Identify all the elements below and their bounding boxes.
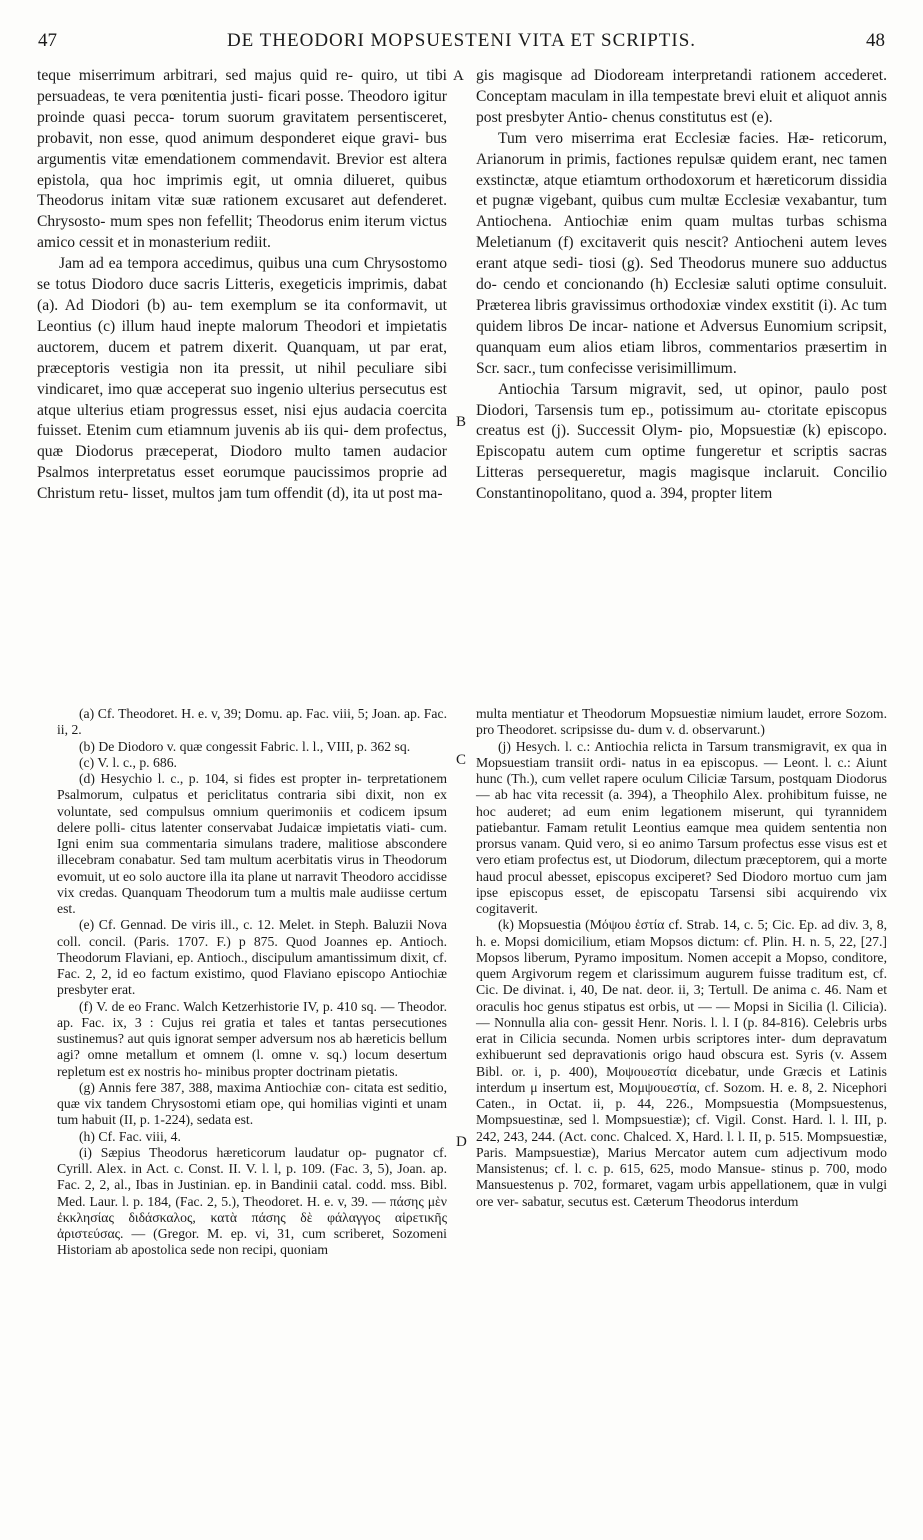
body-paragraph: gis magisque ad Diodoream interpretandi rationem accederet. Conceptam maculam in illa tempestate brevi eluit et aliquot annis post presbyter Antio- chenus constitutus est (e). [476, 67, 887, 126]
footnote-d: (d) Hesychio l. c., p. 104, si fides est propter in- terpretationem Psalmorum, culpatus et periclitatus contraria sibi dixit, non ex voluntate, sed compulsus omnium querimoniis et codicem ipsum delere polli- citus latenter conservabat Judaicæ impietatis viati- cum. Igni enim sua commentaria simulans tradere, malitiose abscondere illecebram conabatur. Sed tam multum acerbitatis virus in Theodorum evomuit, ut eo solo auctore illa ita plane ut narravit Theodoro accidisse vix credas. Quanquam Theodorum tum a multis male audiisse certum est. [57, 771, 447, 916]
footnote-g: (g) Annis fere 387, 388, maxima Antiochiæ con- citata est seditio, quæ vix tandem Chrysostomi etiam ope, qui homilias viginti et unam tum habuit (II, p. 1-224), sedata est. [57, 1079, 447, 1128]
body-column-left [37, 66, 447, 505]
page-number-right: 48 [866, 30, 885, 51]
footnote-a: (a) Cf. Theodoret. H. e. v, 39; Domu. ap. Fac. viii, 5; Joan. ap. Fac. ii, 2. [57, 706, 447, 738]
running-title: DE THEODORI MOPSUESTENI VITA ET SCRIPTIS. [226, 30, 697, 51]
body-paragraph: Tum vero miserrima erat Ecclesiæ facies. Hæ- reticorum, Arianorum in primis, factiones repulsæ quidem erant, nec tamen exstinctæ, atque etiamtum orthodoxorum et hæreticorum dissidia et pugnæ vigebant, quibus cum multæ Ecclesiæ vexabantur, tum Antiochena. Antiochiæ enim quam multas turbas schisma Meletianum (f) excitaverit quis nescit? Antiocheni autem leves erant atque sedi- tiosi (g). Sed Theodorus munere suo adductus do- cendo et concionando (h) Ecclesiæ saluti optime consuluit. Præterea libris gravissimus orthodoxiæ vindex exstitit (i). Ac tum quidem libros De incar- natione et Adversus Eunomium scripsit, quanquam eum alios etiam libros, commentarios præsertim in Scr. sacr., tum confecisse verisimillimum. [476, 129, 887, 377]
body-paragraph: teque miserrimum arbitrari, sed majus quid re- quiro, ut tibi persuadeas, te vera pœnitentia justi- ficari posse. Theodoro igitur proinde quasi pecca- torum suorum gravitatem persentisceret, probavit, non esse, quod animum desponderet eique gravi- bus argumentis vitæ emendationem commendavit. Brevior est altera epistola, qua hoc imprimis egit, ut omnia dilueret, quibus Theodorus initam vitæ suæ rationem excusaret aut defenderet. Chrysosto- mum spes non fefellit; Theodorus enim iterum victus amico cessit et in monasterium rediit. [37, 67, 447, 252]
footnote-c: (c) V. l. c., p. 686. [79, 754, 177, 770]
footnote-continuation: multa mentiatur et Theodorum Mopsuestiæ nimium laudet, errore Sozom. pro Theodoret. scripsisse du- dum v. d. observarunt.) [476, 706, 887, 738]
footnote-j: (j) Hesych. l. c.: Antiochia relicta in Tarsum transmigravit, ex qua in Mopsuestiam transiit ordi- natus in ea episcopus. — Leont. l. c.: Aiunt hunc (Th.), cum vellet rapere oculum Ciliciæ Tarsum, postquam Diodorus — ab hac vita recessit (a. 394), a Theophilo Alex. prohibitum fuisse, ne hoc auderet; ad eum enim legationem miserunt, qui tyrannidem patiebantur. Famam retulit Leontius eamque mea quidem sententia non prorsus vanam. Quid vero, si eo animo Tarsum profectus esse visus est et vero etiam profectus est, ut Diodorum, dilectum præceptorem, qui a morte haud procul abesset, episcopus exciperet? Sed Diodoro mortuo cum jam ipse episcopus esset, de episcopatu Tarsensi sibi acquirendo vix cogitaverit. [476, 738, 887, 916]
margin-mark-d: D [456, 1134, 467, 1150]
body-column-right [476, 66, 887, 505]
running-header [30, 30, 893, 58]
margin-mark-c: C [456, 752, 467, 768]
footnote-e: (e) Cf. Gennad. De viris ill., c. 12. Melet. in Steph. Baluzii Nova coll. concil. (Paris. 1707. F.) p 875. Quod Joannes ep. Antioch. Theodorum Flaviani, ep. Antioch., discipulum amantissimum dixit, cf. Fac. 2, 2, id eo factum existimo, quod Flaviano episcopo Antiochiæ presbyter erat. [57, 917, 447, 998]
footnote-b: (b) De Diodoro v. quæ congessit Fabric. l. l., VIII, p. 362 sq. [79, 738, 411, 754]
footnotes-column-left [57, 706, 447, 1259]
footnote-k: (k) Mopsuestia (Μόψου ἑστία cf. Strab. 14, c. 5; Cic. Ep. ad div. 3, 8, h. e. Mopsi domicilium, etiam Mopsos dictum: cf. Plin. H. n. 5, 22, [27.] Mopsos liberum, Pyramo impositum. Nomen accepit a Mopso, conditore, quem Argivorum regem et clarissimum augurem fuisse traditum est, cf. Cic. De divinat. i, 40, De nat. deor. ii, 3; Tertull. De anima c. 46. Nam et oraculis hoc genus stipatus est orbis, ut — — Mopsi in Sicilia (l. Cilicia). — Nonnulla alia con- gessit Henr. Noris. l. l. I (p. 84-816). Celebris urbs erat in Cilicia secunda. Nomen urbis scriptores inter- dum depravatum exhibuerunt sed depravationis origo haud obscura est. Syris (v. Assem Bibl. or. i, p. 400), Μοψουεστία dicebatur, unde Græcis et Latinis interdum μ insertum est, Μομψουεστία, cf. Sozom. H. e. 8, 2. Nicephori Caten., in Octat. ii, p. 44, 226., Mompsuestia (Mompsuestenus, Mompsuestinæ, sed l. Mompsuestiæ); cf. Vigil. Const. Hard. l. l. III, p. 242, 243, 244. (Act. conc. Chalced. X, Hard. l. l. II, p. 515. Mompsuestiæ, Paris. Mampsuestiæ), Marius Mercator autem cum adjectivum modo Mansistenus; cf. l. c. p. 615, 625, modo Mansue- stinus p. 700, modo Mansuestenus p. 702, formaret, vagam urbis appellationem, quæ in vulgi ore ver- sabatur, secutus est. Cæterum Theodorus interdum [476, 917, 887, 1209]
footnote-i: (i) Sæpius Theodorus hæreticorum laudatur op- pugnator cf. Cyrill. Alex. in Act. c. Const. II. V. l. l, p. 109. (Fac. 3, 5), Joan. ap. Fac. 2, 2, al., Ibas in Justinian. ep. in Bandinii catal. codd. mss. Bibl. Med. Laur. l. p. 184, (Fac. 2, 5.), Theodoret. H. e. v, 39. — πάσης μὲν ἐκκλησίας διδάσκαλος, κατὰ πάσης δὲ φάλαγγος αἱρετικῆς ἀριστεύσας. — (Gregor. M. ep. vi, 31, cum scriberet, Sozomeni Historiam ab apostolica sede non recipi, quoniam [57, 1144, 447, 1258]
body-paragraph: Antiochia Tarsum migravit, sed, ut opinor, paulo post Diodori, Tarsensis tum ep., potissimum au- ctoritate episcopus creatus est (j). Successit Olym- pio, Mopsuestiæ (k) episcopo. Episcopatu autem cum optime fungeretur et scriptis sacras Litteras persequeretur, magis magisque inclaruit. Concilio Constantinopolitano, quod a. 394, propter litem [476, 380, 887, 503]
margin-mark-b: B [456, 414, 467, 430]
footnotes-column-right [476, 706, 887, 1210]
page-number-left: 47 [38, 30, 57, 51]
body-paragraph: Jam ad ea tempora accedimus, quibus una cum Chrysostomo se totus Diodoro duce sacris Litteris, exegeticis imprimis, dabat (a). Ad Diodori (b) au- tem exemplum se ita conformavit, ut Leontius (c) illum haud inepte malorum Theodori et impietatis auctorem, ducem et patrem dixerit. Quanquam, ut par erat, præceptoris vestigia non ita pressit, ut nihil peculiare sibi vindicaret, imo quæ acceperat suo ingenio ulterius persecutus est atque ulterius etiam progressus esset, nisi ejus audacia coercita fuisset. Etenim cum etiamnum juvenis ab iis qui- dem profectus, quæ Diodorus præceperat, Diodoro multo tamen audacior Psalmos interpretatus esset eorumque paucissimos proprie ad Christum retu- lisset, multos jam tum offendit (d), ita ut post ma- [37, 255, 447, 503]
footnote-f: (f) V. de eo Franc. Walch Ketzerhistorie IV, p. 410 sq. — Theodor. ap. Fac. ix, 3 : Cujus rei gratia et tales et tantas persecutiones sustinemus? aut quis ignorat semper adversum nos ab hæreticis bellum agi? omne metallum et omnem (l. omne v. sq.) locum desertum repletum est ex nostris ho- minibus propter doctrinam pietatis. [57, 998, 447, 1079]
margin-mark-a: A [453, 68, 464, 84]
footnote-h: (h) Cf. Fac. viii, 4. [79, 1128, 181, 1144]
